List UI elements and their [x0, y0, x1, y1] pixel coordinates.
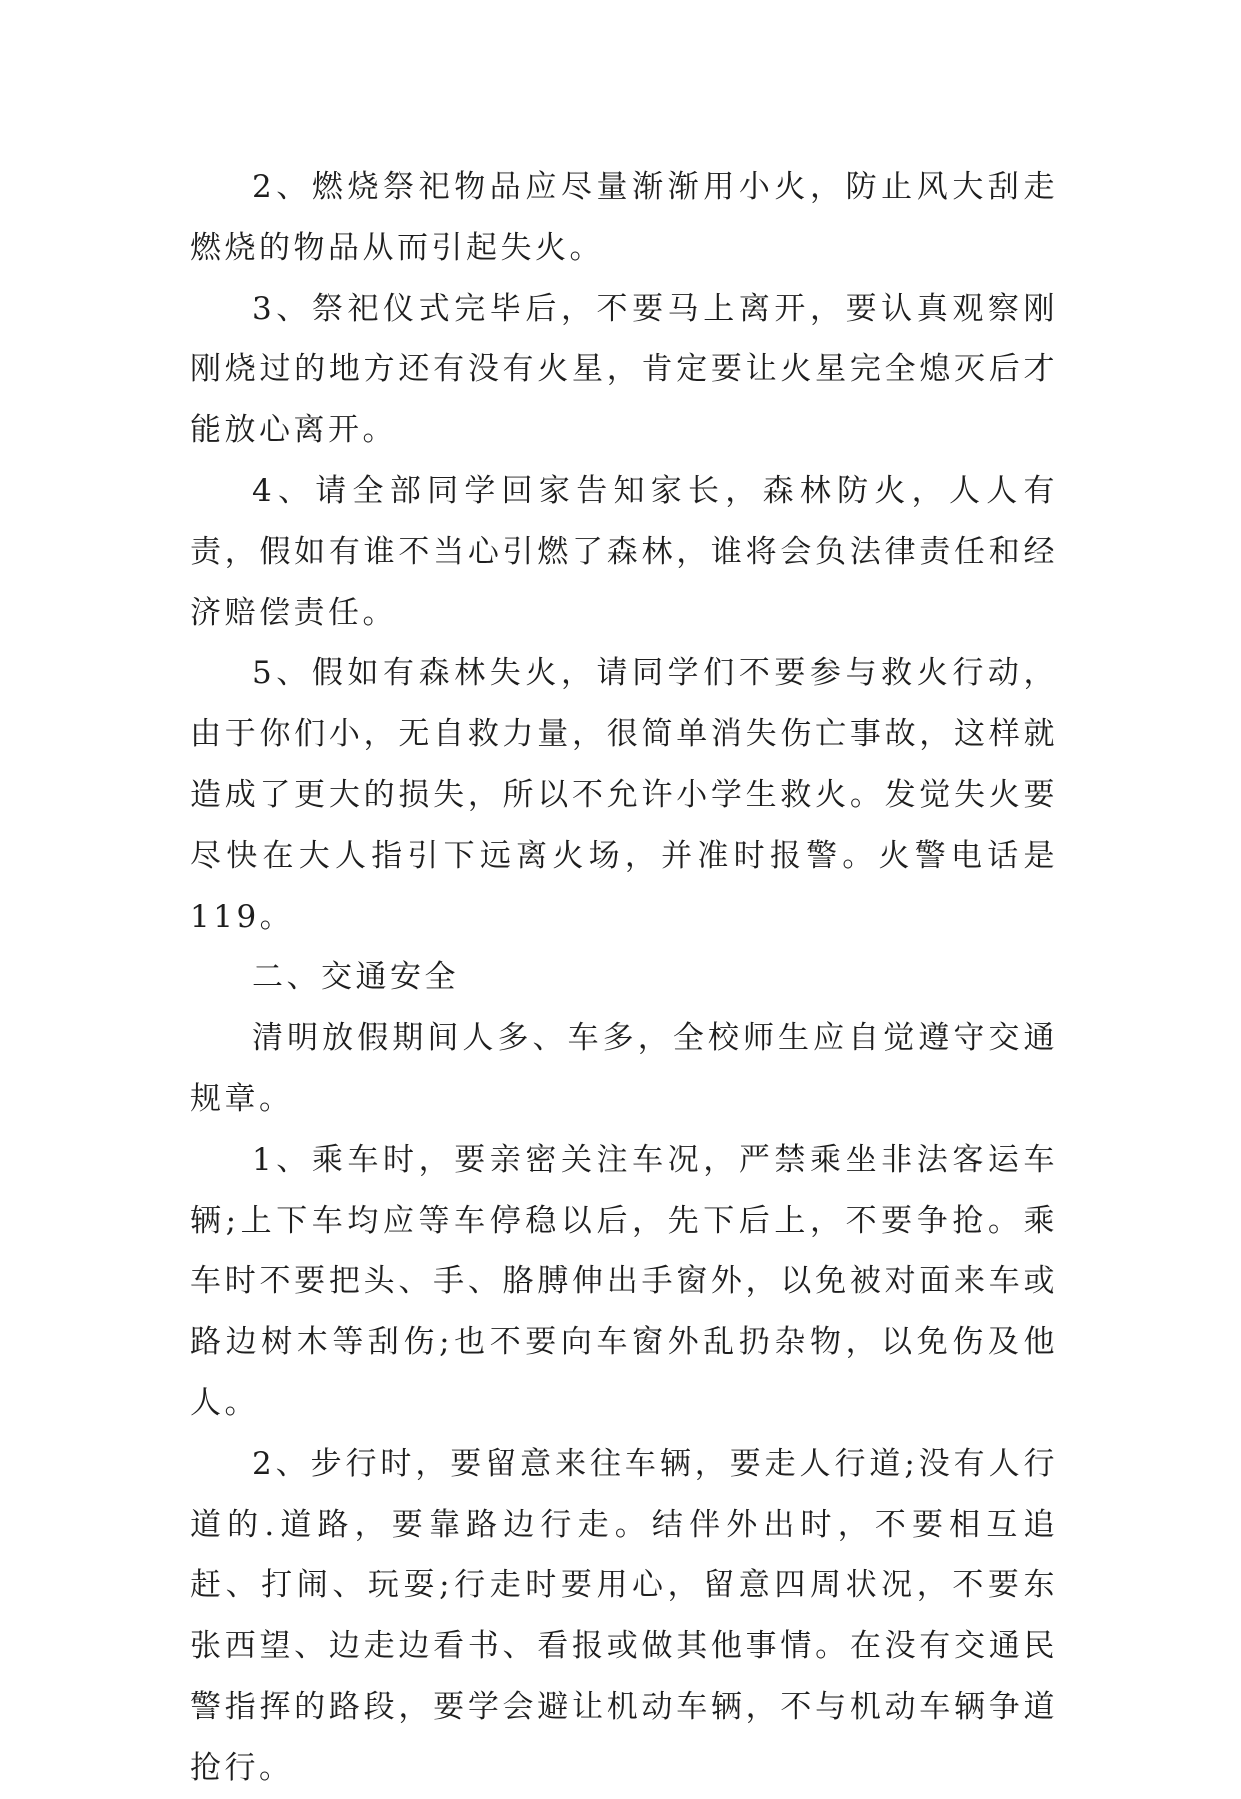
paragraph-burning-offerings: 2、燃烧祭祀物品应尽量渐渐用小火，防止风大刮走燃烧的物品从而引起失火。	[190, 169, 1058, 266]
section-heading-traffic-safety: 二、交通安全	[252, 959, 459, 996]
paragraph-forest-fire: 5、假如有森林失火，请同学们不要参与救火行动，由于你们小，无自救力量，很简单消失伤亡事故，这样就造成了更大的损失，所以不允许小学生救火。发觉失火要尽快在大人指引下远离火场，并准时报警。火警电话是119。	[190, 655, 1058, 935]
paragraph-after-ceremony: 3、祭祀仪式完毕后，不要马上离开，要认真观察刚刚烧过的地方还有没有火星，肯定要让火星完全熄灭后才能放心离开。	[190, 290, 1058, 449]
paragraph-riding-vehicles: 1、乘车时，要亲密关注车况，严禁乘坐非法客运车辆;上下车均应等车停稳以后，先下后上，不要争抢。乘车时不要把头、手、胳膊伸出手窗外，以免被对面来车或路边树木等刮伤;也不要向车窗外乱扔杂物，以免伤及他人。	[190, 1141, 1058, 1421]
document-body	[190, 157, 1058, 1799]
paragraph-traffic-intro: 清明放假期间人多、车多，全校师生应自觉遵守交通规章。	[190, 1020, 1058, 1117]
paragraph-inform-parents: 4、请全部同学回家告知家长，森林防火，人人有责，假如有谁不当心引燃了森林，谁将会负法律责任和经济赔偿责任。	[190, 472, 1058, 631]
paragraph-walking: 2、步行时，要留意来往车辆，要走人行道;没有人行道的.道路，要靠路边行走。结伴外出时，不要相互追赶、打闹、玩耍;行走时要用心，留意四周状况，不要东张西望、边走边看书、看报或做其他事情。在没有交通民警指挥的路段，要学会避让机动车辆，不与机动车辆争道抢行。	[190, 1445, 1058, 1786]
